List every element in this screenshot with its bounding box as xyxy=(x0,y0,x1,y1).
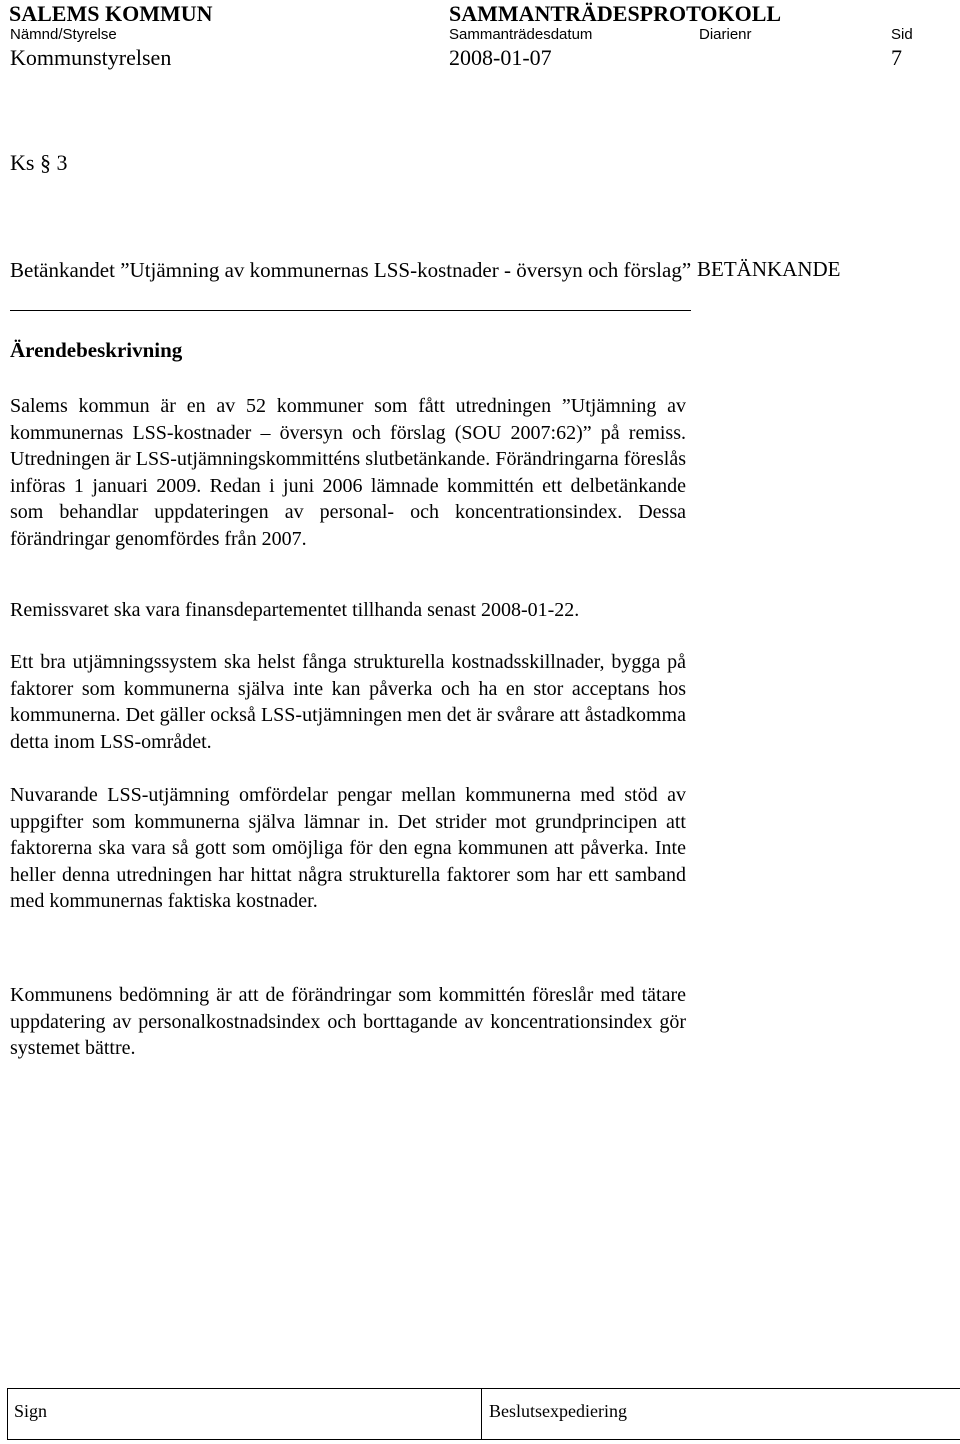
body-paragraph-2: Remissvaret ska vara finansdepartementet tillhanda senast 2008-01-22. xyxy=(10,599,580,621)
paragraph-number: Ks § 3 xyxy=(10,150,68,175)
title-underline xyxy=(10,310,691,311)
page-label: Sid xyxy=(891,26,913,43)
dispatch-label: Beslutsexpediering xyxy=(489,1401,627,1421)
board-value: Kommunstyrelsen xyxy=(10,45,172,70)
case-title: Betänkandet ”Utjämning av kommunernas LSS-kostnader - översyn och förslag” xyxy=(10,258,692,282)
body-paragraph-3: Ett bra utjämningssystem ska helst fånga strukturella kostnadsskillnader, bygga på faktorer som kommunerna själva inte kan påverka och ha en stor acceptans hos kommunerna. Det gäller också LSS-utjämningen men det är svårare att åstadkomma detta inom LSS-området. xyxy=(10,651,686,753)
document-type: SAMMANTRÄDESPROTOKOLL xyxy=(449,1,782,26)
reg-no-label: Diarienr xyxy=(699,26,752,43)
sign-label: Sign xyxy=(14,1401,48,1421)
signature-box-divider xyxy=(481,1389,482,1439)
org-name: SALEMS KOMMUN xyxy=(9,1,213,26)
board-label: Nämnd/Styrelse xyxy=(10,26,117,43)
signature-box xyxy=(7,1388,960,1440)
case-category: BETÄNKANDE xyxy=(697,257,841,281)
meeting-date-label: Sammanträdesdatum xyxy=(449,26,593,43)
body-paragraph-1: Salems kommun är en av 52 kommuner som fått utredningen ”Utjämning av kommunernas LSS-kostnader – översyn och förslag (SOU 2007:62)” på remiss. Utredningen är LSS-utjämningskommitténs slutbetänkande. Förändringarna föreslås införas 1 januari 2009. Redan i juni 2006 lämnade kommittén ett delbetänkande som behandlar uppdateringen av personal- och koncentrationsindex. Dessa förändringar genomfördes från 2007. xyxy=(10,395,686,550)
page-number: 7 xyxy=(891,45,902,70)
meeting-date-value: 2008-01-07 xyxy=(449,45,552,70)
section-heading: Ärendebeskrivning xyxy=(10,338,183,362)
body-paragraph-5: Kommunens bedömning är att de förändringar som kommittén föreslår med tätare uppdatering av personalkostnadsindex och borttagande av koncentrationsindex gör systemet bättre. xyxy=(10,984,686,1059)
body-paragraph-4: Nuvarande LSS-utjämning omfördelar pengar mellan kommunerna med stöd av uppgifter som kommunerna själva lämnar in. Det strider mot grundprincipen att faktorerna ska vara så gott som omöjliga för den egna kommunen att påverka. Inte heller denna utredningen har hittat några strukturella faktorer som har ett samband med kommunernas faktiska kostnader. xyxy=(10,784,686,912)
